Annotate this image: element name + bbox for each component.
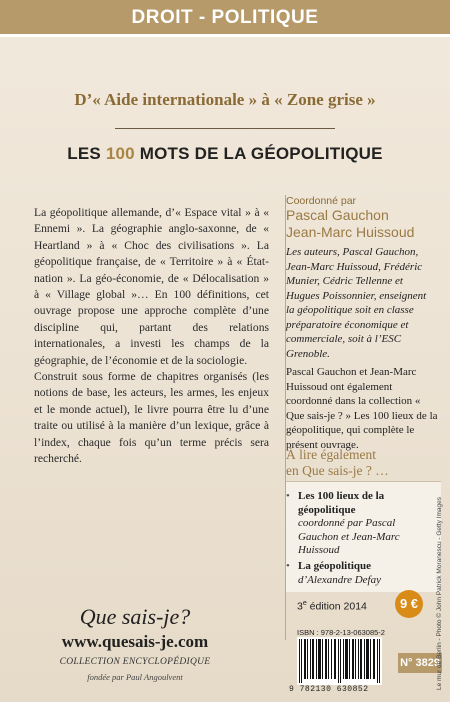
- book-subtitle: D’« Aide internationale » à « Zone grise »: [74, 90, 376, 109]
- blurb-paragraph-2: Construit sous forme de chapitres organisés (les notions de base, les acteurs, les armes, les enjeux et le monde actuel), le livre pourra être lu d’une traite ou utilisé à la manière d’un lexique, grâce à l’index, chaque fois qu’un terme précis sera recherché.: [34, 370, 269, 466]
- title-number: 100: [105, 144, 135, 163]
- title-rule: [115, 128, 335, 129]
- book-title: [0, 144, 450, 164]
- band-divider: [0, 34, 450, 37]
- barcode-icon: [297, 637, 382, 685]
- also-read-line-1: À lire également: [286, 447, 376, 462]
- blurb-paragraph-1: La géopolitique allemande, d’« Espace vital » à « Ennemi ». La géographie anglo-saxonne, de « Heartland » à « Choc des civilisations ». La géopolitique française, de « Territoire » à « État-nation ». La géo-économie, de « Délocalisation » à « Village global »… En 100 définitions, cet ouvrage propose une approche complète d’une discipline qui, partant des relations internationales, a investi les champs de la géographie, de l’économie et de la sociologie.: [34, 206, 269, 367]
- related-book-title: Les 100 lieux de la géopolitique: [298, 490, 385, 516]
- also-coordinated-text: Pascal Gauchon et Jean-Marc Huissoud ont également coordonné dans la collection « Que sais-je ? » Les 100 lieux de la géopolitique, qui complète le présent ouvrage.: [286, 366, 438, 451]
- publisher-url[interactable]: www.quesais-je.com: [61, 632, 209, 651]
- related-book-credit: d’Alexandre Defay: [298, 573, 381, 586]
- photo-credit: Le mur de Berlin - Photo © John Patrick Moranescu - Getty Images: [436, 496, 443, 690]
- also-read-heading: [286, 447, 389, 479]
- price-badge: 9 €: [395, 590, 423, 618]
- series-band: DROIT - POLITIQUE: [0, 0, 450, 34]
- authors-text: Les auteurs, Pascal Gauchon, Jean-Marc Huissoud, Frédéric Munier, Cédric Tellenne et Hugues Poissonnier, enseignent la géopolitique soit en classe préparatoire économique et commerciale, soit à l’ESC Grenoble.: [286, 246, 427, 360]
- barcode-digits: 9 782130 630852: [289, 685, 369, 694]
- bullet-icon: •: [286, 490, 290, 502]
- blurb: [34, 205, 269, 468]
- isbn: ISBN : 978-2-13-063085-2: [297, 628, 385, 637]
- volume-number-badge: N° 3829: [398, 653, 442, 673]
- related-book-title: La géopolitique: [298, 560, 372, 572]
- bullet-icon: •: [286, 560, 290, 572]
- coordinator-names: [286, 207, 414, 241]
- coordinator-2: Jean-Marc Huissoud: [286, 224, 415, 240]
- coordinated-label: Coordonné par: [286, 195, 357, 207]
- collection-name: COLLECTION ENCYCLOPÉDIQUE: [59, 657, 211, 667]
- related-book-credit: coordonné par Pascal Gauchon et Jean-Marc Huissoud: [298, 517, 400, 556]
- que-sais-je-logo: Que sais-je?: [79, 604, 191, 629]
- edition-info: 3e édition 2014: [297, 600, 367, 613]
- also-read-line-2: en Que sais-je ? …: [286, 463, 389, 478]
- coordinator-1: Pascal Gauchon: [286, 207, 389, 223]
- founder-line: fondée par Paul Angoulvent: [87, 672, 183, 682]
- title-prefix: LES: [67, 144, 106, 163]
- author-sidebar: [285, 195, 442, 640]
- title-suffix: MOTS DE LA GÉOPOLITIQUE: [134, 144, 383, 163]
- related-books-box: [286, 481, 441, 592]
